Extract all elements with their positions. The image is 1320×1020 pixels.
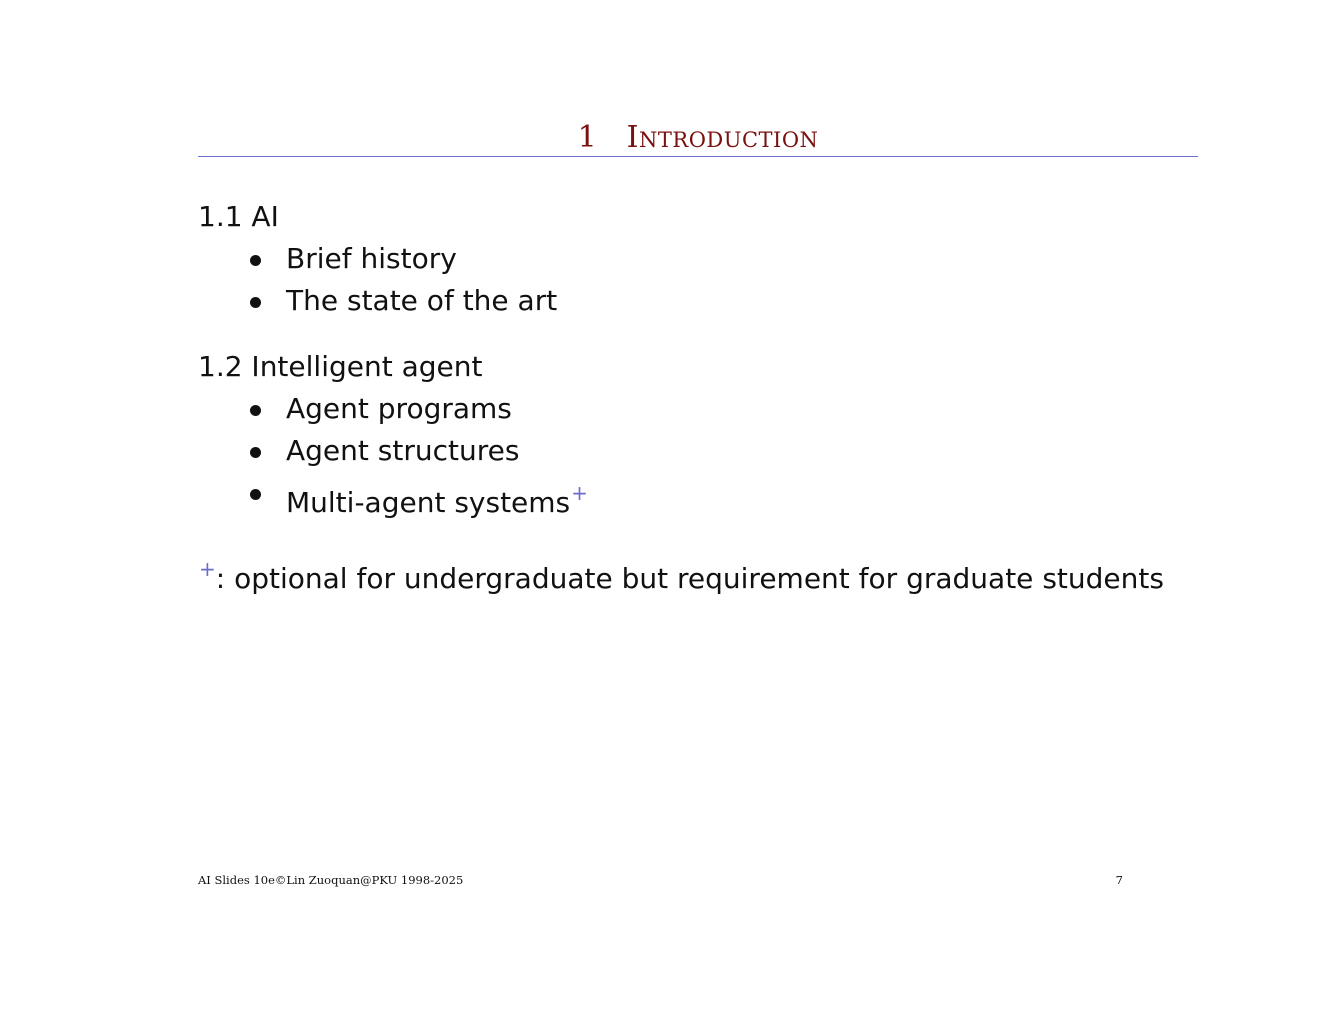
list-item-text: Agent structures xyxy=(286,434,520,467)
title-rule xyxy=(198,156,1198,157)
list-item xyxy=(246,388,1198,430)
bullet-icon xyxy=(250,297,261,308)
list-item xyxy=(246,280,1198,322)
list-item xyxy=(246,430,1198,472)
list-item-text: Multi-agent systems xyxy=(286,486,571,519)
footnote xyxy=(198,548,1198,600)
bullet-icon xyxy=(250,255,261,266)
slide-footer xyxy=(198,873,1123,887)
section-number: 1 xyxy=(577,120,597,155)
bullet-icon xyxy=(250,447,261,458)
section-heading: 1.1 AI xyxy=(198,200,279,233)
slide-content xyxy=(198,196,1198,600)
bullet-icon xyxy=(250,489,261,500)
optional-marker: + xyxy=(571,481,588,505)
list-item xyxy=(246,238,1198,280)
section-title: Introduction xyxy=(626,120,819,155)
bullet-list xyxy=(198,388,1198,524)
section-heading: 1.2 Intelligent agent xyxy=(198,350,483,383)
list-item-text: Agent programs xyxy=(286,392,512,425)
slide-title xyxy=(198,118,1198,158)
section-ai xyxy=(198,196,1198,322)
footnote-text: : optional for undergraduate but requirement for graduate students xyxy=(215,562,1164,595)
footer-credit: AI Slides 10e©Lin Zuoquan@PKU 1998-2025 xyxy=(198,873,464,887)
page-number: 7 xyxy=(1115,873,1123,887)
footnote-marker: + xyxy=(199,557,216,581)
list-item-text: Brief history xyxy=(286,242,457,275)
section-intelligent-agent xyxy=(198,346,1198,524)
bullet-icon xyxy=(250,405,261,416)
bullet-list xyxy=(198,238,1198,322)
list-item-text: The state of the art xyxy=(286,284,558,317)
list-item xyxy=(246,472,1198,524)
